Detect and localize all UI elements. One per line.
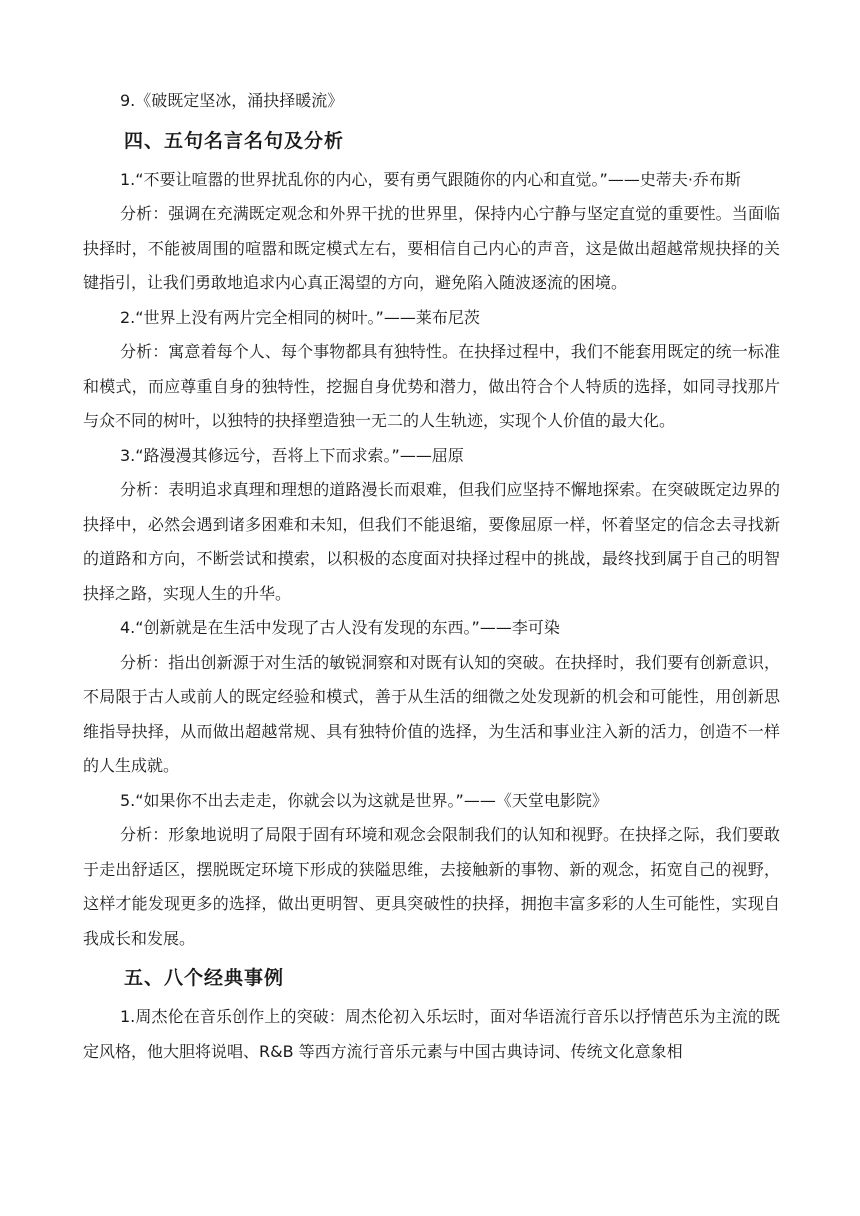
case-1: 1.周杰伦在音乐创作上的突破：周杰伦初入乐坛时，面对华语流行音乐以抒情芭乐为主流的既定风格，他大胆将说唱、R&B 等西方流行音乐元素与中国古典诗词、传统文化意象相 bbox=[83, 1007, 780, 1061]
section-heading-cases: 五、八个经典事例 bbox=[124, 967, 285, 989]
analysis-2: 分析：寓意着每个人、每个事物都具有独特性。在抉择过程中，我们不能套用既定的统一标准和模式，而应尊重自身的独特性，挖掘自身优势和潜力，做出符合个人特质的选择，如同寻找那片与众不同的树叶，以独特的抉择塑造独一无二的人生轨迹，实现个人价值的最大化。 bbox=[83, 342, 780, 430]
analysis-1: 分析：强调在充满既定观念和外界干扰的世界里，保持内心宁静与坚定直觉的重要性。当面临抉择时，不能被周围的喧嚣和既定模式左右，要相信自己内心的声音，这是做出超越常规抉择的关键指引，让我们勇敢地追求内心真正渴望的方向，避免陷入随波逐流的困境。 bbox=[83, 204, 780, 292]
quote-2: 2.“世界上没有两片完全相同的树叶。”——莱布尼茨 bbox=[120, 307, 480, 327]
quote-1: 1.“不要让喧嚣的世界扰乱你的内心，要有勇气跟随你的内心和直觉。”——史蒂夫·乔布斯 bbox=[120, 169, 741, 189]
analysis-4: 分析：指出创新源于对生活的敏锐洞察和对既有认知的突破。在抉择时，我们要有创新意识，不局限于古人或前人的既定经验和模式，善于从生活的细微之处发现新的机会和可能性，用创新思维指导抉择，从而做出超越常规、具有独特价值的选择，为生活和事业注入新的活力，创造不一样的人生成就。 bbox=[83, 652, 780, 775]
list-item-9: 9.《破既定坚冰，涌抉择暖流》 bbox=[120, 91, 344, 110]
analysis-5: 分析：形象地说明了局限于固有环境和观念会限制我们的认知和视野。在抉择之际，我们要敢于走出舒适区，摆脱既定环境下形成的狭隘思维，去接触新的事物、新的观念，拓宽自己的视野，这样才能发现更多的选择，做出更明智、更具突破性的抉择，拥抱丰富多彩的人生可能性，实现自我成长和发展。 bbox=[83, 825, 780, 948]
quote-3: 3.“路漫漫其修远兮，吾将上下而求索。”——屈原 bbox=[120, 445, 464, 465]
analysis-3: 分析：表明追求真理和理想的道路漫长而艰难，但我们应坚持不懈地探索。在突破既定边界的抉择中，必然会遇到诸多困难和未知，但我们不能退缩，要像屈原一样，怀着坚定的信念去寻找新的道路和方向，不断尝试和摸索，以积极的态度面对抉择过程中的挑战，最终找到属于自己的明智抉择之路，实现人生的升华。 bbox=[83, 480, 780, 603]
quote-5: 5.“如果你不出去走走，你就会以为这就是世界。”——《天堂电影院》 bbox=[120, 790, 608, 810]
section-heading-quotes: 四、五句名言名句及分析 bbox=[124, 129, 345, 152]
quote-4: 4.“创新就是在生活中发现了古人没有发现的东西。”——李可染 bbox=[120, 618, 560, 637]
